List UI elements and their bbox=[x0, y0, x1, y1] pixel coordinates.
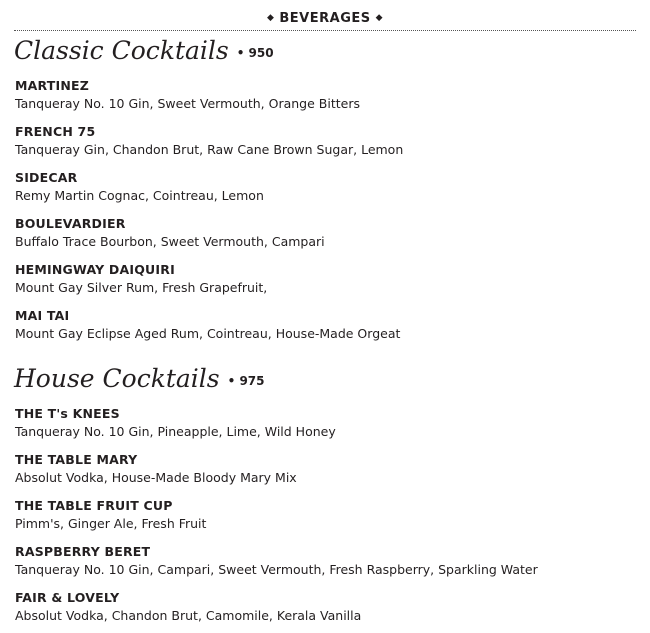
menu-item bbox=[15, 308, 400, 343]
menu-item bbox=[15, 216, 325, 251]
menu-item bbox=[15, 406, 336, 441]
item-name: FAIR & LOVELY bbox=[15, 590, 120, 605]
section-price-value: 975 bbox=[239, 374, 265, 388]
item-name: RASPBERRY BERET bbox=[15, 544, 151, 559]
item-name: THE T's KNEES bbox=[15, 406, 120, 421]
item-description: Tanqueray No. 10 Gin, Pineapple, Lime, Wild Honey bbox=[15, 424, 336, 439]
menu-item bbox=[15, 262, 267, 297]
menu-item bbox=[15, 124, 403, 159]
section-price-value: 950 bbox=[248, 46, 274, 60]
menu-item bbox=[15, 170, 264, 205]
item-name: THE TABLE FRUIT CUP bbox=[15, 498, 173, 513]
item-description: Mount Gay Silver Rum, Fresh Grapefruit, bbox=[15, 280, 268, 295]
item-description: Tanqueray No. 10 Gin, Campari, Sweet Vermouth, Fresh Raspberry, Sparkling Water bbox=[15, 562, 538, 577]
item-name: THE TABLE MARY bbox=[15, 452, 138, 467]
item-description: Pimm's, Ginger Ale, Fresh Fruit bbox=[15, 516, 207, 531]
section-title-text: Classic Cocktails bbox=[14, 36, 229, 65]
menu-item bbox=[15, 590, 361, 625]
item-description: Absolut Vodka, House-Made Bloody Mary Mix bbox=[15, 470, 297, 485]
menu-item bbox=[15, 78, 360, 113]
item-description: Tanqueray Gin, Chandon Brut, Raw Cane Brown Sugar, Lemon bbox=[15, 142, 404, 157]
diamond-ornament-icon: ◆ bbox=[266, 13, 275, 23]
item-description: Buffalo Trace Bourbon, Sweet Vermouth, Campari bbox=[15, 234, 325, 249]
section-price: • 975 bbox=[227, 374, 265, 388]
menu-item bbox=[15, 452, 297, 487]
section-title-text: House Cocktails bbox=[14, 364, 220, 393]
item-name: BOULEVARDIER bbox=[15, 216, 126, 231]
item-name: MAI TAI bbox=[15, 308, 70, 323]
item-description: Mount Gay Eclipse Aged Rum, Cointreau, House-Made Orgeat bbox=[15, 326, 401, 341]
header-dotted-rule bbox=[14, 30, 636, 31]
menu-item bbox=[15, 498, 206, 533]
section-title-house bbox=[14, 364, 265, 396]
item-name: SIDECAR bbox=[15, 170, 78, 185]
item-name: MARTINEZ bbox=[15, 78, 90, 93]
item-description: Absolut Vodka, Chandon Brut, Camomile, Kerala Vanilla bbox=[15, 608, 362, 623]
diamond-ornament-icon: ◆ bbox=[375, 13, 384, 23]
section-price: • 950 bbox=[236, 46, 274, 60]
item-description: Remy Martin Cognac, Cointreau, Lemon bbox=[15, 188, 264, 203]
item-name: FRENCH 75 bbox=[15, 124, 96, 139]
section-title-classic bbox=[14, 36, 274, 68]
item-name: HEMINGWAY DAIQUIRI bbox=[15, 262, 175, 277]
header-title bbox=[14, 11, 636, 26]
beverages-header bbox=[14, 10, 636, 32]
menu-item bbox=[15, 544, 538, 579]
item-description: Tanqueray No. 10 Gin, Sweet Vermouth, Orange Bitters bbox=[15, 96, 360, 111]
header-title-text: BEVERAGES bbox=[279, 11, 371, 26]
